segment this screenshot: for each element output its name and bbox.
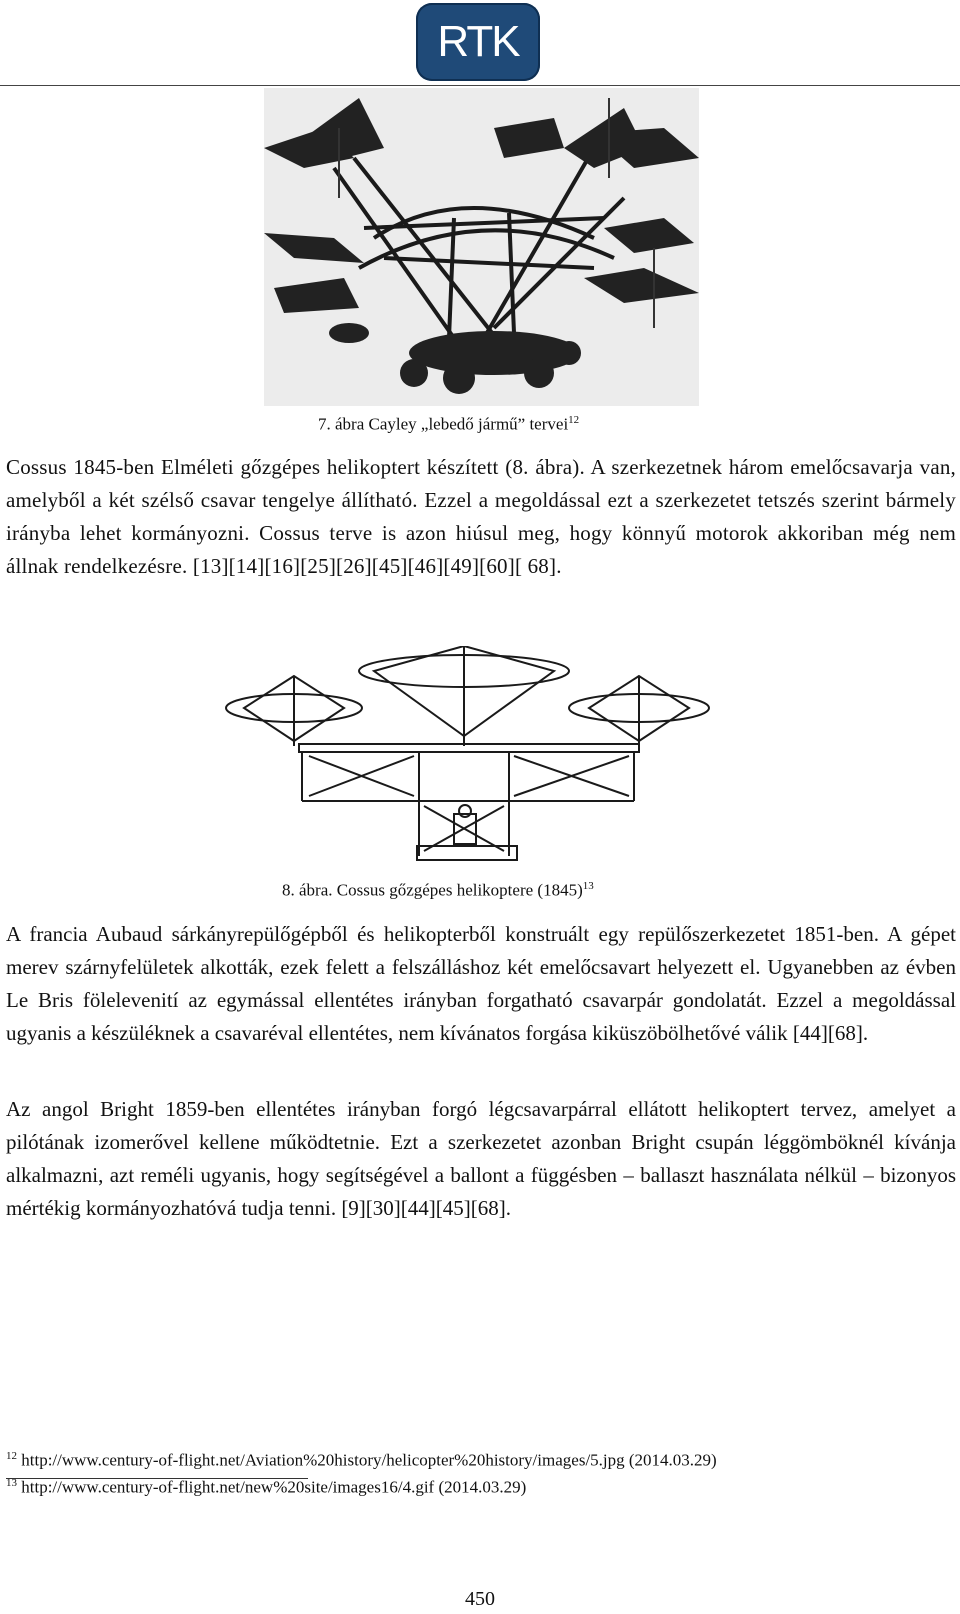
figure-7-caption-text: 7. ábra Cayley „lebedő jármű” tervei [318, 414, 569, 434]
header-rule [0, 85, 960, 86]
footnote-text: http://www.century-of-flight.net/new%20site/images16/4.gif (2014.03.29) [21, 1477, 527, 1497]
footnote-ref-13: 13 [582, 880, 594, 892]
figure-7-image [264, 88, 699, 406]
paragraph-aubaud: A francia Aubaud sárkányrepülőgépből és helikopterből konstruált egy repülőszerkezetet 1851-ben. A gépet merev szárnyfelületek alkották, ezek felett a felszálláshoz két emelőcsavart helyezett el. Ugyanebben az évben Le Bris fölelevenití az egymással ellentétes irányban forgatható csavarpár gondolatát. Ezzel a megoldással ugyanis a készüléknek a csavaréval ellentétes, nem kívánatos forgása kiküszöbölhetővé válik [44][68]. [6, 922, 956, 1045]
paragraph-cossus: Cossus 1845-ben Elméleti gőzgépes helikoptert készített (8. ábra). A szerkezetnek három emelőcsavarja van, amelyből a két szélső csavar tengelye állítható. Ezzel a megoldással ezt a szerkezetet tetszés szerint bármely irányba lehet kormányozni. Cossus terve is azon hiúsul meg, hogy könnyű motorok akkoriban még nem állnak rendelkezésre. [13][14][16][25][26][45][46][49][60][ 68]. [6, 455, 956, 578]
figure-7-caption [318, 414, 579, 435]
paragraph-bright: Az angol Bright 1859-ben ellentétes irányban forgó légcsavarpárral ellátott helikoptert tervez, amelyet a pilótának izomerővel kellene működtetnie. Ezt a szerkezetet azonban Bright csupán léggömböknél kívánja alkalmazni, azt reméli ugyanis, hogy segítségével a ballont a függésben – ballaszt használata nélkül – bizonyos mértékig kormányozhatóvá tudja tenni. [9][30][44][45][68]. [6, 1097, 956, 1220]
footnote-12 [6, 1450, 717, 1471]
footnote-number: 13 [6, 1477, 17, 1489]
figure-8-caption [282, 880, 594, 901]
figure-8-caption-text: 8. ábra. Cossus gőzgépes helikoptere (1845) [282, 880, 583, 900]
rtk-logo [416, 3, 540, 81]
figure-8-image [224, 646, 736, 886]
footnote-text: http://www.century-of-flight.net/Aviation%20history/helicopter%20history/images/5.jpg (2014.03.29) [21, 1450, 717, 1470]
page-number: 450 [465, 1588, 495, 1610]
footnote-number: 12 [6, 1450, 17, 1462]
logo-text: RTK [437, 17, 519, 66]
footnote-ref-12: 12 [568, 414, 580, 426]
footnote-13 [6, 1477, 526, 1498]
